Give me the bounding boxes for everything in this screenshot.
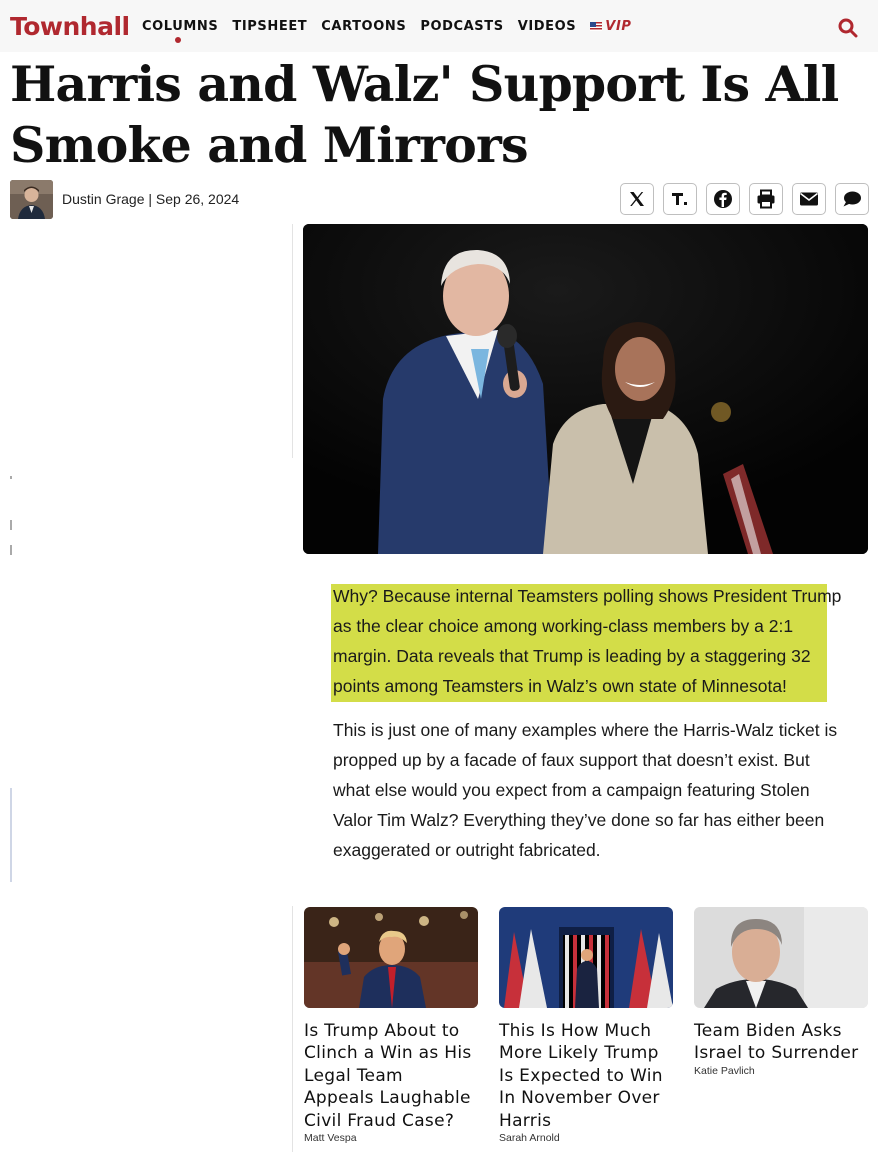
related-story-card[interactable] [304, 907, 478, 1144]
rail-fragment [10, 520, 12, 530]
search-icon[interactable] [838, 18, 858, 38]
email-icon [799, 191, 819, 207]
related-story-author[interactable]: Katie Pavlich [694, 1064, 755, 1077]
share-facebook-button[interactable] [706, 183, 740, 215]
publish-date: Sep 26, 2024 [155, 191, 240, 207]
paragraph-1-text: Why? Because internal Teamsters polling shows President Trump as the clear choice among working-class members by a 2:1 margin. Data reveals that Trump is leading by a staggering 32 points among Teamsters in Walz’s own state of Minnesota! [333, 586, 842, 696]
rail-fragment [10, 545, 12, 555]
comment-icon [842, 190, 862, 208]
print-button[interactable] [749, 183, 783, 215]
rail-fragment [10, 788, 12, 882]
nav-vip[interactable] [590, 19, 631, 34]
article-paragraph-highlighted [333, 581, 843, 701]
site-header [0, 0, 878, 52]
x-icon [629, 191, 645, 207]
related-story-thumbnail[interactable] [499, 907, 673, 1008]
share-email-button[interactable] [792, 183, 826, 215]
hero-image[interactable] [303, 224, 868, 554]
townhall-t-icon [671, 191, 689, 207]
nav-vip-label: VIP [605, 19, 632, 34]
related-story-thumbnail[interactable] [694, 907, 868, 1008]
rail-divider-lower [292, 906, 293, 1152]
site-logo[interactable]: Townhall [10, 12, 130, 41]
related-story-thumbnail[interactable] [304, 907, 478, 1008]
article-paragraph [333, 715, 843, 865]
share-townhall-button[interactable] [663, 183, 697, 215]
print-icon [756, 189, 776, 209]
page-title: Harris and Walz' Support Is All Smoke and Mirrors [10, 55, 839, 174]
related-story-card[interactable] [499, 907, 673, 1144]
related-story-title[interactable]: This Is How Much More Likely Trump Is Expected to Win In November Over Harris [499, 1021, 663, 1131]
rail-divider [292, 224, 293, 458]
author-name[interactable]: Dustin Grage [62, 191, 145, 207]
related-story-card[interactable] [694, 907, 868, 1077]
related-story-title[interactable]: Team Biden Asks Israel to Surrender [694, 1021, 859, 1064]
byline [62, 191, 239, 207]
nav-videos[interactable]: VIDEOS [517, 19, 577, 34]
related-story-title[interactable]: Is Trump About to Clinch a Win as His Legal Team Appeals Laughable Civil Fraud Case? [304, 1021, 472, 1131]
nav-columns[interactable]: COLUMNS [142, 19, 219, 34]
related-story-author[interactable]: Sarah Arnold [499, 1132, 560, 1145]
paragraph-2-text: This is just one of many examples where the Harris-Walz ticket is propped up by a facade of faux support that doesn’t exist. But what else would you expect from a campaign featuring Stolen Valor Tim Walz? Everything they’ve done so far has either been exaggerated or outright fabricated. [333, 720, 838, 860]
main-nav [142, 19, 646, 34]
rail-fragment [10, 476, 12, 479]
share-bar [620, 183, 869, 215]
related-story-author[interactable]: Matt Vespa [304, 1132, 357, 1145]
author-avatar[interactable] [10, 180, 53, 219]
nav-tipsheet[interactable]: TIPSHEET [232, 19, 308, 34]
byline-separator: | [148, 191, 153, 207]
comments-button[interactable] [835, 183, 869, 215]
facebook-icon [713, 189, 733, 209]
nav-podcasts[interactable]: PODCASTS [420, 19, 504, 34]
share-x-button[interactable] [620, 183, 654, 215]
nav-cartoons[interactable]: CARTOONS [321, 19, 407, 34]
flag-icon [590, 22, 602, 31]
